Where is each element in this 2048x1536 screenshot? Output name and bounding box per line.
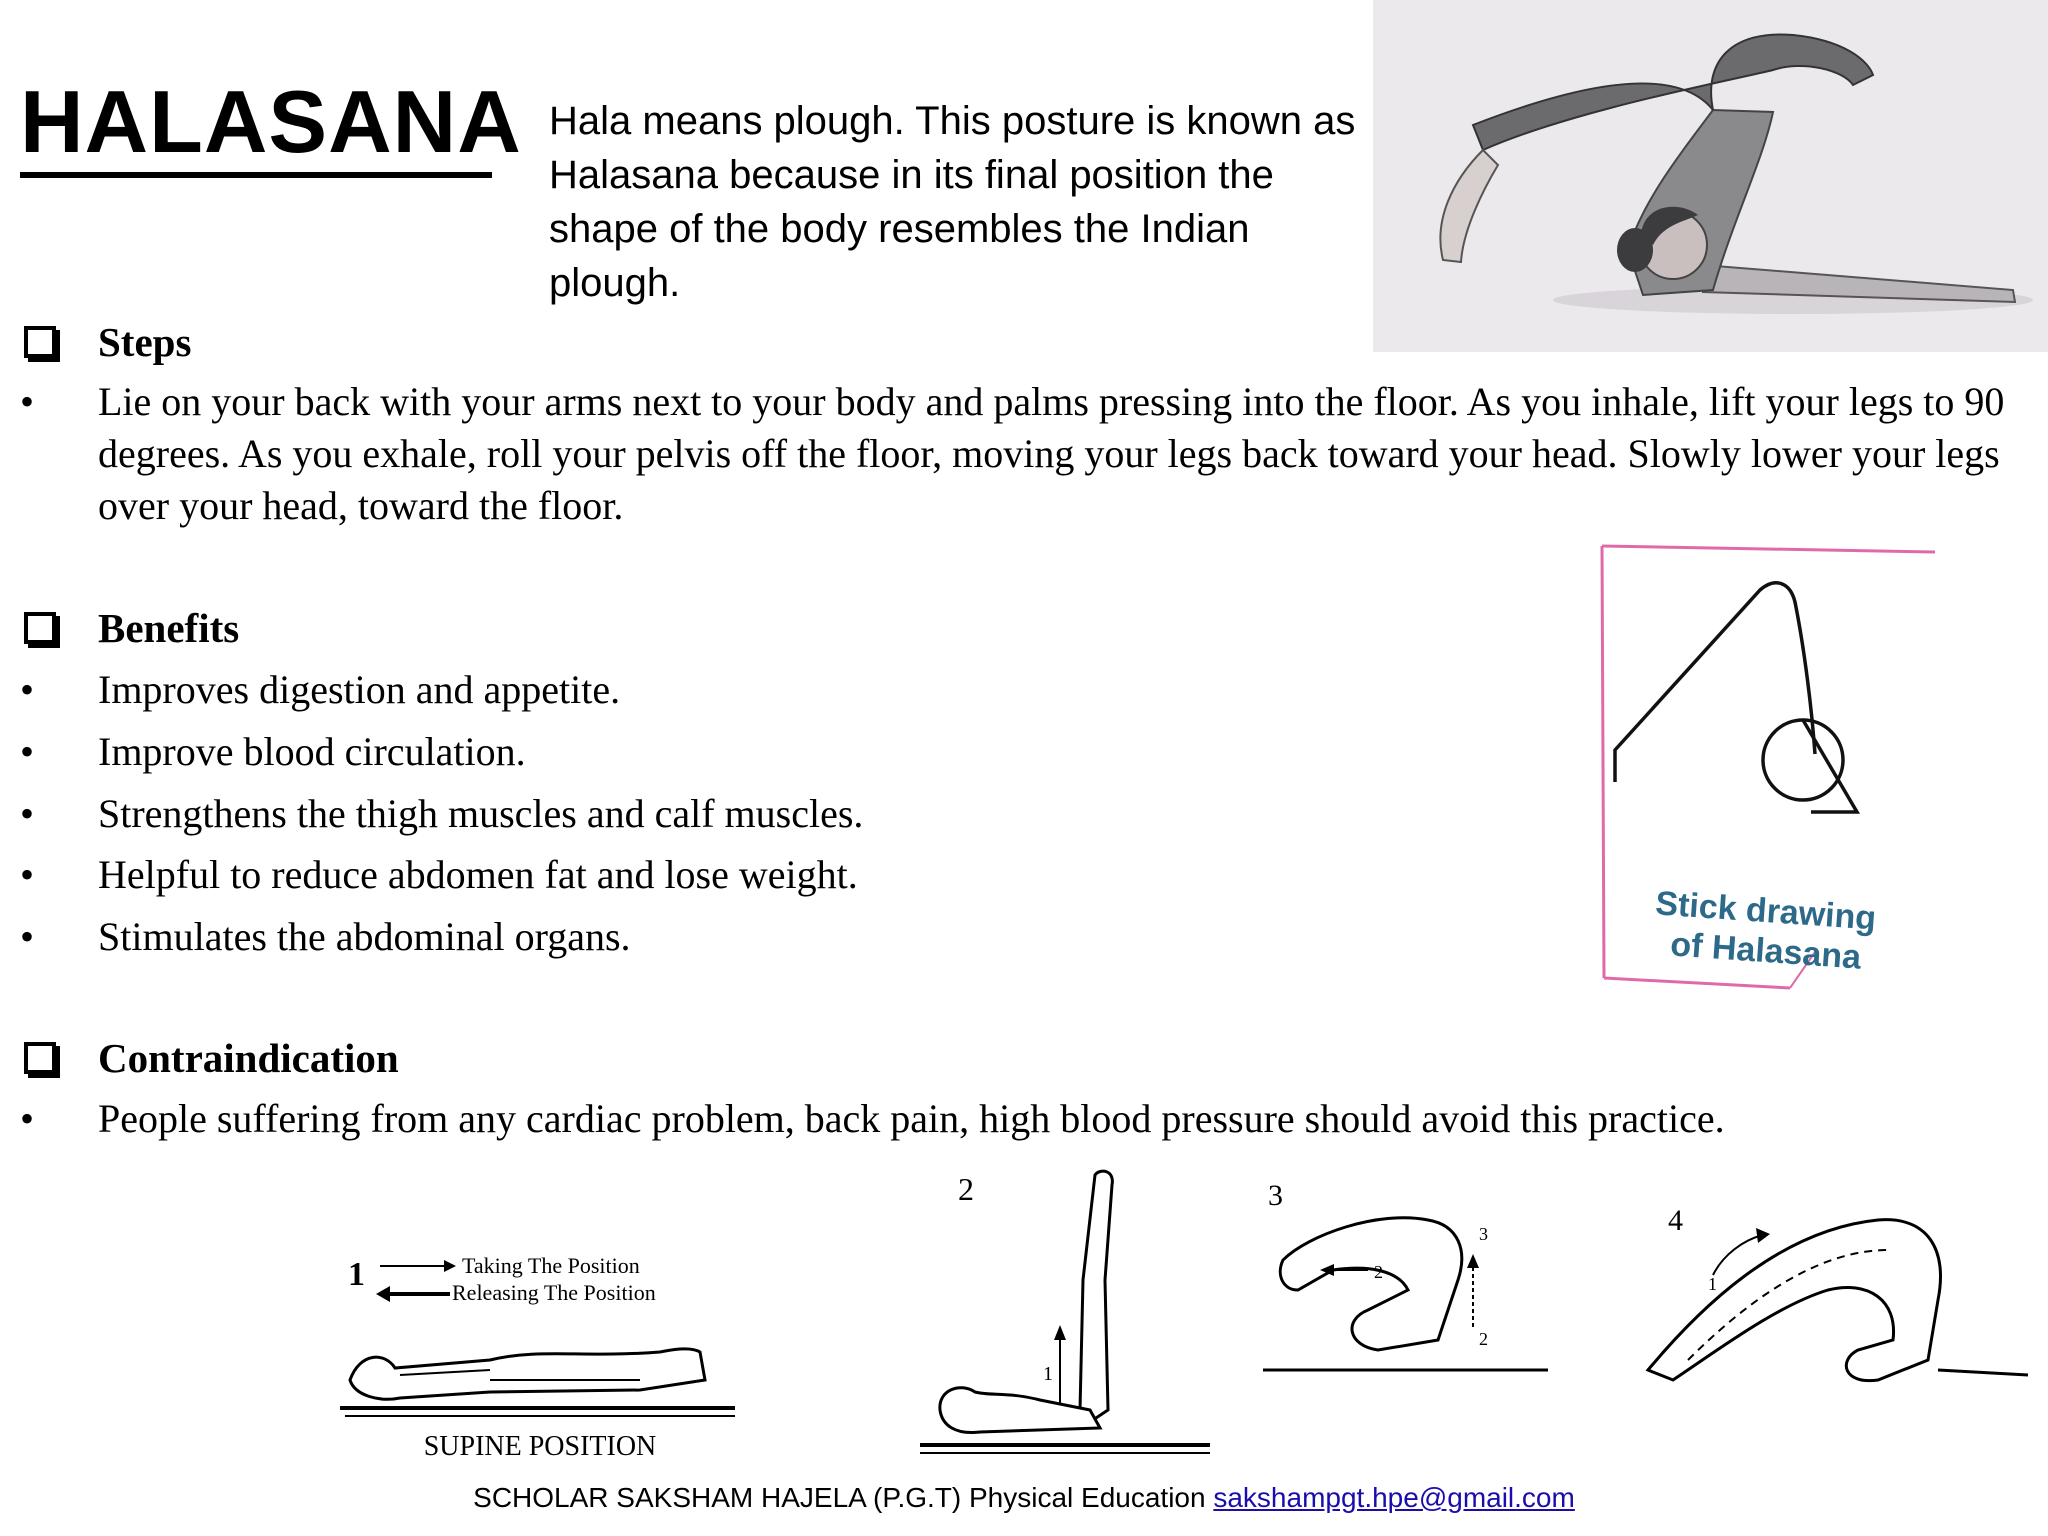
checkbox-icon	[24, 612, 56, 644]
bullet-icon: •	[20, 1096, 35, 1141]
bullet-icon: •	[20, 852, 35, 897]
figure-legs-raised	[900, 1160, 1220, 1475]
releasing-position-label: Releasing The Position	[452, 1280, 656, 1305]
title-underline	[20, 172, 492, 178]
bullet-icon: •	[20, 667, 35, 712]
halasana-photo-illustration	[1373, 0, 2048, 352]
fig3-arrow-label-b: 3	[1479, 1224, 1488, 1244]
halasana-photo	[1373, 0, 2048, 352]
arrow-up-icon	[1054, 1325, 1066, 1340]
fig3-arrow-label-a: 2	[1374, 1262, 1383, 1282]
stick-caption-line1: Stick drawing	[1654, 884, 1878, 938]
taking-position-label: Taking The Position	[462, 1253, 640, 1278]
footer-credit: SCHOLAR SAKSHAM HAJELA (P.G.T) Physical Education	[473, 1482, 1214, 1513]
page-title: HALASANA	[20, 72, 522, 171]
intro-paragraph: Hala means plough. This posture is known as Halasana because in its final position the shape of the body resembles the Indian plough.	[549, 99, 1356, 305]
fig4-arrow-label: 1	[1708, 1274, 1717, 1294]
arrow-right-icon	[444, 1260, 456, 1272]
supine-position-caption: SUPINE POSITION	[423, 1431, 657, 1462]
checkbox-icon	[24, 326, 56, 358]
bullet-icon: •	[20, 729, 35, 774]
footer	[0, 1480, 2048, 1516]
stick-caption-line2: of Halasana	[1669, 925, 1863, 977]
figure-final-pose	[1628, 1190, 2038, 1420]
bullet-icon: •	[20, 914, 35, 959]
bullet-icon: •	[20, 379, 35, 424]
fig3-arrow-label-c: 2	[1479, 1329, 1488, 1349]
stick-drawing-figure	[1590, 542, 1940, 992]
footer-email-link[interactable]: sakshampgt.hpe@gmail.com	[1213, 1482, 1575, 1513]
arrow-up-icon	[1467, 1254, 1479, 1268]
figure-supine	[340, 1240, 750, 1470]
figure-2-number: 2	[958, 1171, 974, 1207]
curved-arrow-icon	[1756, 1228, 1770, 1243]
bullet-icon: •	[20, 791, 35, 836]
fig2-arrow-label: 1	[1043, 1363, 1053, 1385]
figure-3-number: 3	[1268, 1179, 1283, 1212]
figure-legs-over	[1258, 1170, 1558, 1390]
arrow-left-icon	[376, 1286, 390, 1302]
checkbox-icon	[24, 1042, 56, 1074]
stick-drawing-panel	[1590, 542, 1940, 992]
figure-1-number: 1	[348, 1256, 365, 1293]
figure-4-number: 4	[1668, 1204, 1683, 1237]
